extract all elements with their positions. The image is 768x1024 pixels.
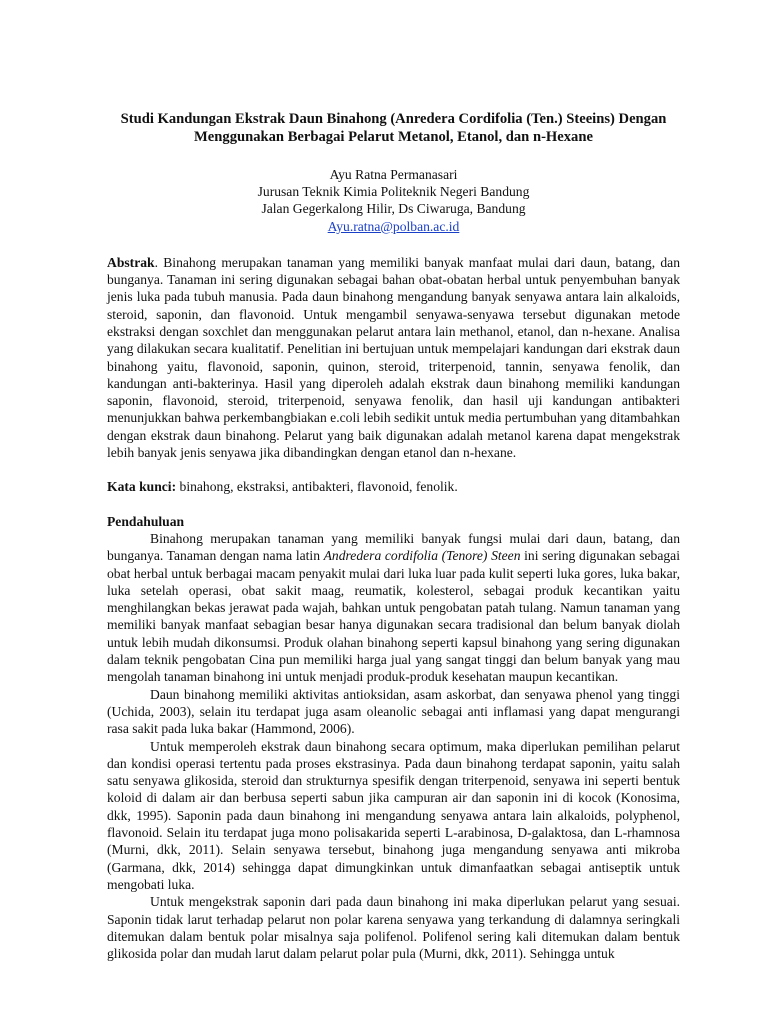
intro-paragraph-3: Untuk memperoleh ekstrak daun binahong secara optimum, maka diperlukan pemilihan pelarut dan kondisi operasi tertentu pada proses ekstrasinya. Pada daun binahong terdapat saponin, yaitu salah satu senyawa glikosida, steroid dan strukturnya spesifik dengan triterpenoid, senyawa ini seperti bentuk koloid di dalam air dan berbusa seperti sabun jika campuran air dan saponin ini di kocok (Konosima, dkk, 1995). Saponin pada daun binahong ini mengandung senyawa antara lain alkaloids, polyphenol, flavonoid. Selain itu terdapat juga mono polisakarida seperti L-arabinosa, D-galaktosa, dan L-rhamnosa (Murni, dkk, 2011). Selain senyawa tersebut, binahong juga mengandung senyawa anti mikroba (Garmana, dkk, 2014) sehingga dapat dimungkinkan untuk dimanfaatkan sebagai antiseptik untuk mengobati luka. <box>107 738 680 892</box>
intro-paragraph-1 <box>107 530 680 686</box>
author-name: Ayu Ratna Permanasari <box>329 167 458 182</box>
keywords-label: Kata kunci: <box>107 479 177 495</box>
title-line-1: Studi Kandungan Ekstrak Daun Binahong (Anredera Cordifolia (Ten.) Steeins) Dengan <box>120 111 667 127</box>
intro-paragraph-4: Untuk mengekstrak saponin dari pada daun binahong ini maka diperlukan pelarut yang sesuai. Saponin tidak larut terhadap pelarut non polar karena senyawa yang terkandung di dalamnya seringkali ditemukan dalam bentuk polar misalnya saja polifenol. Polifenol sering kali ditemukan dalam bentuk glikosida polar dan mudah larut dalam pelarut polar pula (Murni, dkk, 2011). Sehingga untuk <box>107 894 680 962</box>
keywords <box>107 478 680 495</box>
paragraph-1-text-b: ini sering digunakan sebagai obat herbal untuk berbagai macam penyakit mulai dari luka luar pada kulit seperti luka gores, luka bakar, luka setelah operasi, obat sakit maag, reumatik, kolesterol, sebagai produk kecantikan yaitu menghilangkan bekas jerawat pada wajah, bahkan untuk pengobatan patah tulang. Namun tanaman yang memiliki banyak manfaat sebagian besar hanya digunakan secara tradisional dan belum banyak diolah untuk lebih mudah dikonsumsi. Produk olahan binahong seperti kapsul binahong yang sering digunakan dalam teknik pengobatan Cina pun memiliki harga jual yang sangat tinggi dan belum banyak yang mau mengolah tanaman binahong ini untuk menjadi produk-produk kesehatan maupun kecantikan. <box>107 548 680 685</box>
intro-paragraph-2: Daun binahong memiliki aktivitas antioksidan, asam askorbat, dan senyawa phenol yang tinggi (Uchida, 2003), selain itu terdapat juga asam oleanolic sebagai anti inflamasi yang dapat mengurangi rasa sakit pada luka bakar (Hammond, 2006). <box>107 686 680 737</box>
author-affiliation: Jurusan Teknik Kimia Politeknik Negeri Bandung <box>257 184 530 200</box>
section-heading-introduction: Pendahuluan <box>107 513 185 529</box>
author-block <box>107 166 680 235</box>
paper-page <box>107 110 680 962</box>
keywords-text: binahong, ekstraksi, antibakteri, flavonoid, fenolik. <box>176 479 458 495</box>
abstract-text: . Binahong merupakan tanaman yang memiliki banyak manfaat mulai dari daun, batang, dan bunganya. Tanaman ini sering digunakan sebagai bahan obat-obatan herbal untuk penyembuhan banyak jenis luka pada tubuh manusia. Pada daun binahong mengandung banyak senyawa antara lain alkaloids, steroid, saponin, dan flavonoid. Untuk mengambil senyawa-senyawa tersebut digunakan metode ekstraksi dengan soxchlet dan menggunakan pelarut antara lain methanol, etanol, dan n-hexane. Analisa yang dilakukan secara kualitatif. Penelitian ini bertujuan untuk mempelajari kandungan dari ekstrak daun binahong yaitu, flavonoid, saponin, quinon, steroid, triterpenoid, tannin, senyawa fenolik, dan kandungan anti-bakterinya. Hasil yang diperoleh adalah ekstrak daun binahong memiliki kandungan saponin, flavonoid, steroid, triterpenoid, senyawa fenolik, dan hasil uji kandungan antibakteri menunjukkan bahwa perkembangbiakan e.coli lebih sedikit untuk media pertumbuhan yang ditambahkan dengan ekstrak daun binahong. Pelarut yang baik digunakan adalah metanol karena dapat mengekstrak lebih banyak jenis senyawa jika dibandingkan dengan etanol dan n-hexane. <box>107 254 680 461</box>
paragraph-1-text-a: Binahong merupakan tanaman yang memiliki banyak fungsi mulai dari daun, batang, dan bunganya. Tanaman dengan nama latin <box>107 530 680 564</box>
abstract-label: Abstrak <box>107 254 155 270</box>
author-email-link[interactable]: Ayu.ratna@polban.ac.id <box>327 218 460 234</box>
latin-name: Andredera cordifolia (Tenore) Steen <box>323 548 521 564</box>
paper-title <box>107 110 680 146</box>
title-line-2: Menggunakan Berbagai Pelarut Metanol, Etanol, dan n-Hexane <box>194 129 593 145</box>
author-address: Jalan Gegerkalong Hilir, Ds Ciwaruga, Bandung <box>261 201 526 217</box>
abstract <box>107 254 680 462</box>
